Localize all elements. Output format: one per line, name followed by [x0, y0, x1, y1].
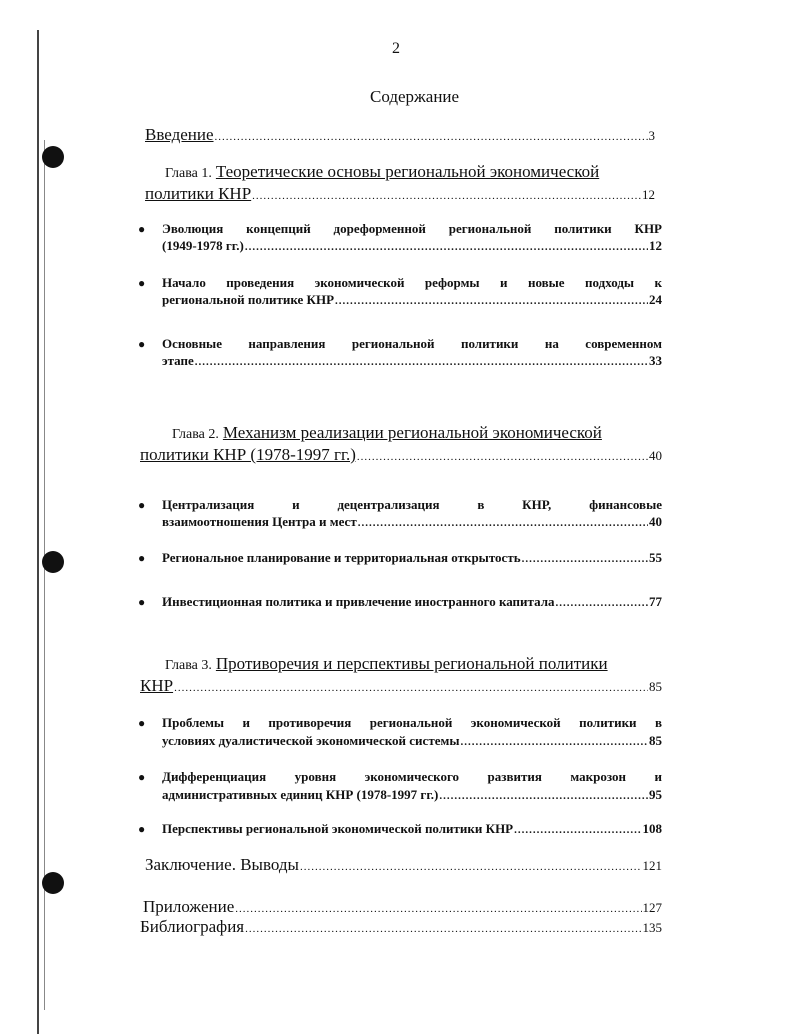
toc-page: 85 — [649, 733, 662, 748]
leader-dots — [357, 447, 648, 465]
leader-dots — [439, 787, 648, 803]
bullet-icon: ● — [138, 595, 146, 609]
toc-section-line[interactable] — [162, 550, 662, 566]
section-title[interactable]: Начало проведения экономической реформы и новые подходы к — [162, 275, 662, 290]
leader-dots — [460, 733, 648, 749]
bullet-icon: ● — [138, 716, 146, 730]
leader-dots — [556, 594, 649, 610]
chapter-prefix: Глава 1. — [165, 166, 212, 181]
section-title-cont: этапе — [162, 353, 194, 368]
section-title-cont: административных единиц КНР (1978-1997 гг.) — [162, 787, 439, 802]
chapter-prefix: Глава 2. — [172, 427, 219, 442]
leader-dots — [252, 186, 641, 204]
section-title[interactable]: Основные направления региональной политики на современном — [162, 336, 662, 351]
toc-page: 127 — [642, 900, 662, 915]
section-title: Инвестиционная политика и привлечение иностранного капитала — [162, 594, 555, 609]
toc-page: 135 — [642, 920, 662, 935]
leader-dots — [335, 292, 648, 308]
chapter-heading[interactable] — [165, 162, 599, 182]
toc-page: 33 — [649, 353, 662, 368]
chapter-title-cont: политики КНР (1978-1997 гг.) — [140, 445, 356, 464]
chapter-heading[interactable] — [165, 654, 608, 674]
toc-page: 95 — [649, 787, 662, 802]
chapter-title-line[interactable] — [145, 184, 655, 204]
leader-dots — [174, 678, 648, 696]
toc-entry-bibliography[interactable] — [140, 917, 662, 937]
binding-edge-line — [37, 30, 39, 1034]
leader-dots — [514, 821, 641, 837]
section-title-cont: условиях дуалистической экономической системы — [162, 733, 460, 748]
chapter-title-cont: КНР — [140, 676, 174, 695]
bullet-icon: ● — [138, 822, 146, 836]
chapter-title-line[interactable] — [140, 445, 662, 465]
toc-section-line[interactable] — [162, 594, 662, 610]
leader-dots — [215, 125, 648, 145]
toc-label: Введение — [145, 125, 214, 144]
toc-page: 3 — [648, 128, 655, 143]
punch-hole — [42, 551, 64, 573]
punch-hole — [42, 146, 64, 168]
toc-page: 121 — [642, 858, 662, 873]
section-title: Региональное планирование и территориальная открытость — [162, 550, 521, 565]
punch-hole — [42, 872, 64, 894]
page-title: Содержание — [370, 87, 460, 106]
page-number: 2 — [392, 40, 400, 57]
toc-section-line[interactable] — [162, 238, 662, 254]
toc-section-line[interactable] — [162, 353, 662, 369]
toc-section-line[interactable] — [162, 292, 662, 308]
toc-page: 108 — [642, 821, 662, 836]
toc-section-line[interactable] — [162, 514, 662, 530]
chapter-title: Механизм реализации региональной экономической — [222, 423, 602, 442]
toc-entry-intro[interactable] — [145, 125, 655, 145]
leader-dots — [245, 917, 641, 937]
section-title-cont: взаимоотношения Центра и мест — [162, 514, 357, 529]
chapter-prefix: Глава 3. — [165, 658, 212, 673]
toc-page: 12 — [649, 238, 662, 253]
toc-page: 77 — [649, 594, 662, 609]
bullet-icon: ● — [138, 222, 146, 236]
bullet-icon: ● — [138, 498, 146, 512]
bullet-icon: ● — [138, 551, 146, 565]
bullet-icon: ● — [138, 337, 146, 351]
leader-dots — [300, 855, 642, 875]
leader-dots — [522, 550, 648, 566]
toc-page: 12 — [642, 187, 655, 202]
toc-label: Заключение. Выводы — [145, 855, 299, 874]
toc-page: 40 — [649, 448, 662, 463]
section-title[interactable]: Дифференциация уровня экономического развития макрозон и — [162, 769, 662, 784]
chapter-title: Противоречия и перспективы региональной политики — [215, 654, 608, 673]
leader-dots — [245, 238, 648, 254]
section-title[interactable]: Централизация и децентрализация в КНР, финансовые — [162, 497, 662, 512]
toc-label: Приложение — [143, 897, 235, 916]
toc-section-line[interactable] — [162, 787, 662, 803]
toc-page: 24 — [649, 292, 662, 307]
section-title[interactable]: Эволюция концепций дореформенной региональной политики КНР — [162, 221, 662, 236]
toc-page: 85 — [649, 679, 662, 694]
chapter-title-cont: политики КНР — [145, 184, 252, 203]
chapter-title-line[interactable] — [140, 676, 662, 696]
toc-entry-conclusion[interactable] — [145, 855, 662, 875]
toc-section-line[interactable] — [162, 733, 662, 749]
chapter-title: Теоретические основы региональной экономической — [215, 162, 600, 181]
bullet-icon: ● — [138, 276, 146, 290]
toc-label: Библиография — [140, 917, 245, 936]
section-title-cont: региональной политике КНР — [162, 292, 335, 307]
leader-dots — [358, 514, 648, 530]
section-title[interactable]: Проблемы и противоречия региональной экономической политики в — [162, 715, 662, 730]
section-title: Перспективы региональной экономической политики КНР — [162, 821, 514, 836]
toc-entry-appendix[interactable] — [143, 897, 662, 917]
toc-page: 55 — [649, 550, 662, 565]
leader-dots — [195, 353, 648, 369]
bullet-icon: ● — [138, 770, 146, 784]
toc-section-line[interactable] — [162, 821, 662, 837]
leader-dots — [235, 897, 641, 917]
toc-page: 40 — [649, 514, 662, 529]
section-title-cont: (1949-1978 гг.) — [162, 238, 244, 253]
chapter-heading[interactable] — [172, 423, 602, 443]
